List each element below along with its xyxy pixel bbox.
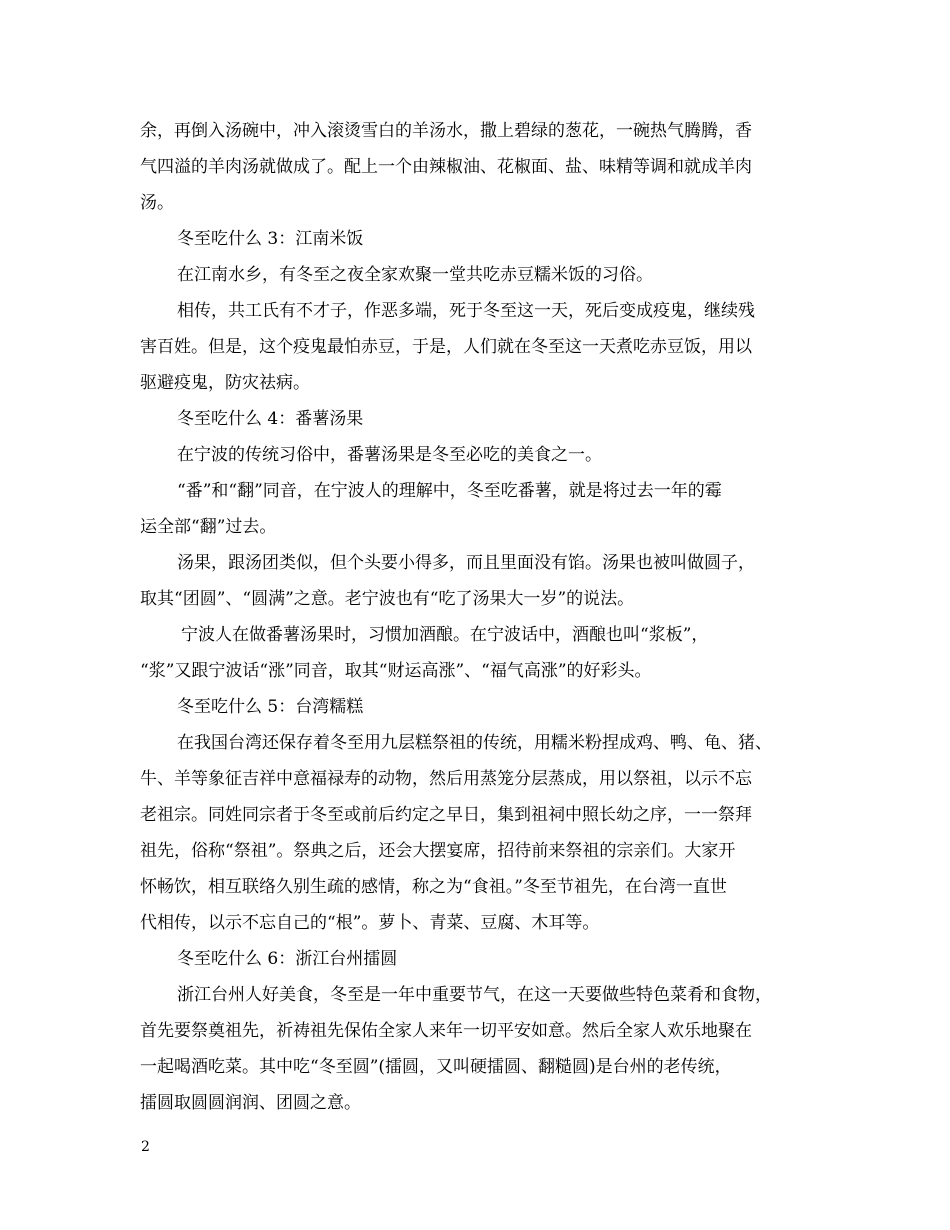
page-number: 2: [141, 1139, 150, 1155]
text-line: 害百姓。但是，这个疫鬼最怕赤豆，于是，人们就在冬至这一天煮吃赤豆饭，用以: [140, 337, 752, 357]
section-heading: 冬至吃什么 6：浙江台州擂圆: [177, 949, 398, 969]
text-line: 取其“团圆”、“圆满”之意。老宁波也有“吃了汤果大一岁”的说法。: [140, 589, 635, 609]
text-line: 祖先，俗称“祭祖”。祭典之后，还会大摆宴席，招待前来祭祖的宗亲们。大家开: [140, 841, 736, 861]
text-line: 宁波人在做番薯汤果时，习惯加酒酿。在宁波话中，酒酿也叫“浆板”，: [181, 625, 709, 645]
text-line: “番”和“翻”同音，在宁波人的理解中，冬至吃番薯，就是将过去一年的霉: [177, 481, 722, 501]
text-line: 在宁波的传统习俗中，番薯汤果是冬至必吃的美食之一。: [177, 445, 602, 465]
text-line: 一起喝酒吃菜。其中吃“冬至圆”(擂圆，又叫硬擂圆、翻糙圆)是台州的老传统，: [140, 1057, 732, 1077]
text-line: 老祖宗。同姓同宗者于冬至或前后约定之早日，集到祖祠中照长幼之序，一一祭拜: [140, 805, 752, 825]
text-line: 首先要祭奠祖先，祈祷祖先保佑全家人来年一切平安如意。然后全家人欢乐地聚在: [140, 1021, 752, 1041]
section-heading: 冬至吃什么 4：番薯汤果: [177, 409, 364, 429]
text-line: 怀畅饮，相互联络久别生疏的感情，称之为“食祖。”冬至节祖先，在台湾一直世: [140, 877, 727, 897]
text-line: 驱避疫鬼，防灾祛病。: [140, 373, 310, 393]
text-line: 牛、羊等象征吉祥中意福禄寿的动物，然后用蒸笼分层蒸成，用以祭祖，以示不忘: [140, 769, 752, 789]
text-line: “浆”又跟宁波话“涨”同音，取其“财运高涨”、“福气高涨”的好彩头。: [140, 661, 652, 681]
text-line: 余，再倒入汤碗中，冲入滚烫雪白的羊汤水，撒上碧绿的葱花，一碗热气腾腾，香: [140, 121, 752, 141]
text-line: 运全部“翻”过去。: [140, 517, 277, 537]
text-line: 代相传，以示不忘自己的“根”。萝卜、青菜、豆腐、木耳等。: [140, 913, 600, 933]
text-line: 相传，共工氏有不才子，作恶多端，死于冬至这一天，死后变成疫鬼，继续残: [177, 301, 755, 321]
text-line: 在我国台湾还保存着冬至用九层糕祭祖的传统，用糯米粉捏成鸡、鸭、龟、猪、: [177, 733, 772, 753]
text-line: 汤果，跟汤团类似，但个头要小得多，而且里面没有馅。汤果也被叫做圆子，: [177, 553, 755, 573]
text-line: 气四溢的羊肉汤就做成了。配上一个由辣椒油、花椒面、盐、味精等调和就成羊肉: [140, 157, 752, 177]
section-heading: 冬至吃什么 3：江南米饭: [177, 229, 364, 249]
text-line: 汤。: [140, 193, 174, 213]
text-line: 擂圆取圆圆润润、团圆之意。: [140, 1093, 361, 1113]
section-heading: 冬至吃什么 5：台湾糯糕: [177, 697, 364, 717]
text-line: 浙江台州人好美食，冬至是一年中重要节气，在这一天要做些特色菜肴和食物，: [177, 985, 772, 1005]
text-line: 在江南水乡，有冬至之夜全家欢聚一堂共吃赤豆糯米饭的习俗。: [177, 265, 653, 285]
